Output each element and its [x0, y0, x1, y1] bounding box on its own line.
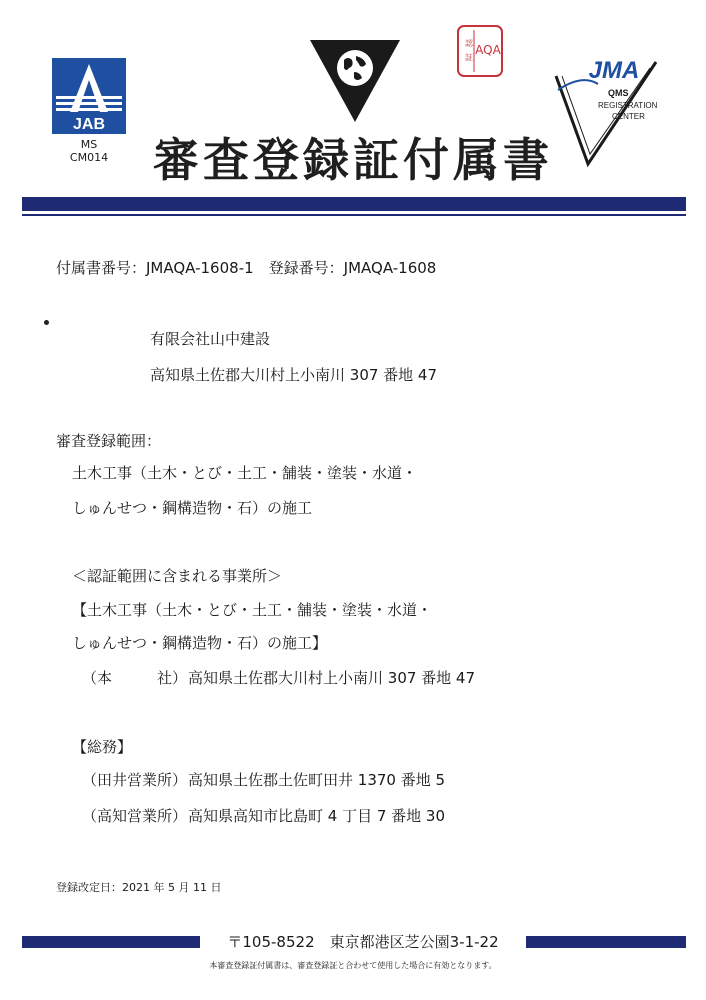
globe-triangle-emblem — [308, 38, 402, 124]
aqa-seal — [456, 24, 504, 78]
head-office-address: 高知県土佐郡大川村上小南川 307 番地 47 — [188, 669, 476, 687]
revision-date: 登録改定日：2021 年 5 月 11 日 — [56, 881, 222, 894]
document-title: 審査登録証付属書 — [153, 133, 553, 187]
head-office-label: （本 社） — [82, 669, 188, 687]
header-rule-thin — [22, 214, 686, 216]
tai-office-address: 高知県土佐郡土佐町田井 1370 番地 5 — [188, 771, 446, 789]
tai-office-label: （田井営業所） — [82, 771, 188, 789]
company-name: 有限会社山中建設 — [150, 330, 271, 348]
kochi-office-address: 高知県高知市比島町 4 丁目 7 番地 30 — [188, 807, 446, 825]
numbers-line: 付属書番号：JMAQA-1608-1 登録番号：JMAQA-1608 — [56, 259, 437, 277]
general-affairs-heading: 【総務】 — [72, 738, 133, 756]
jab-logo — [52, 58, 126, 134]
jab-ms-label: MS — [80, 138, 98, 151]
svg-text:認: 認 — [465, 39, 473, 48]
jma-registration: REGISTRATION — [598, 101, 658, 110]
jab-logo-text: JAB — [72, 116, 106, 133]
scope-heading: 審査登録範囲： — [56, 432, 162, 450]
offices-scope-line-1: 【土木工事（土木・とび・土工・舗装・塗装・水道・ — [72, 601, 433, 619]
company-address: 高知県土佐郡大川村上小南川 307 番地 47 — [150, 366, 438, 384]
footer-rule-left — [22, 936, 200, 948]
stray-mark — [44, 320, 49, 325]
jma-brand: JMA — [588, 57, 640, 84]
scope-line-1: 土木工事（土木・とび・土工・舗装・塗装・水道・ — [72, 464, 418, 482]
footer-note: 本審査登録証付属書は、審査登録証と合わせて使用した場合に有効となります。 — [209, 961, 497, 970]
svg-text:証: 証 — [465, 53, 473, 62]
jab-code-label: CM014 — [69, 151, 109, 164]
seal-text: AQA — [475, 43, 501, 57]
offices-heading: ＜認証範囲に含まれる事業所＞ — [72, 567, 283, 585]
footer-rule-right — [526, 936, 686, 948]
scope-line-2: しゅんせつ・鋼構造物・石）の施工 — [72, 499, 313, 517]
offices-scope-line-2: しゅんせつ・鋼構造物・石）の施工】 — [72, 634, 328, 652]
jma-qms: QMS — [608, 88, 629, 98]
kochi-office-label: （高知営業所） — [82, 807, 188, 825]
header-rule-thick — [22, 197, 686, 211]
footer-address: 〒105-8522 東京都港区芝公園3-1-22 — [227, 933, 499, 951]
jma-center: CENTER — [612, 112, 645, 121]
